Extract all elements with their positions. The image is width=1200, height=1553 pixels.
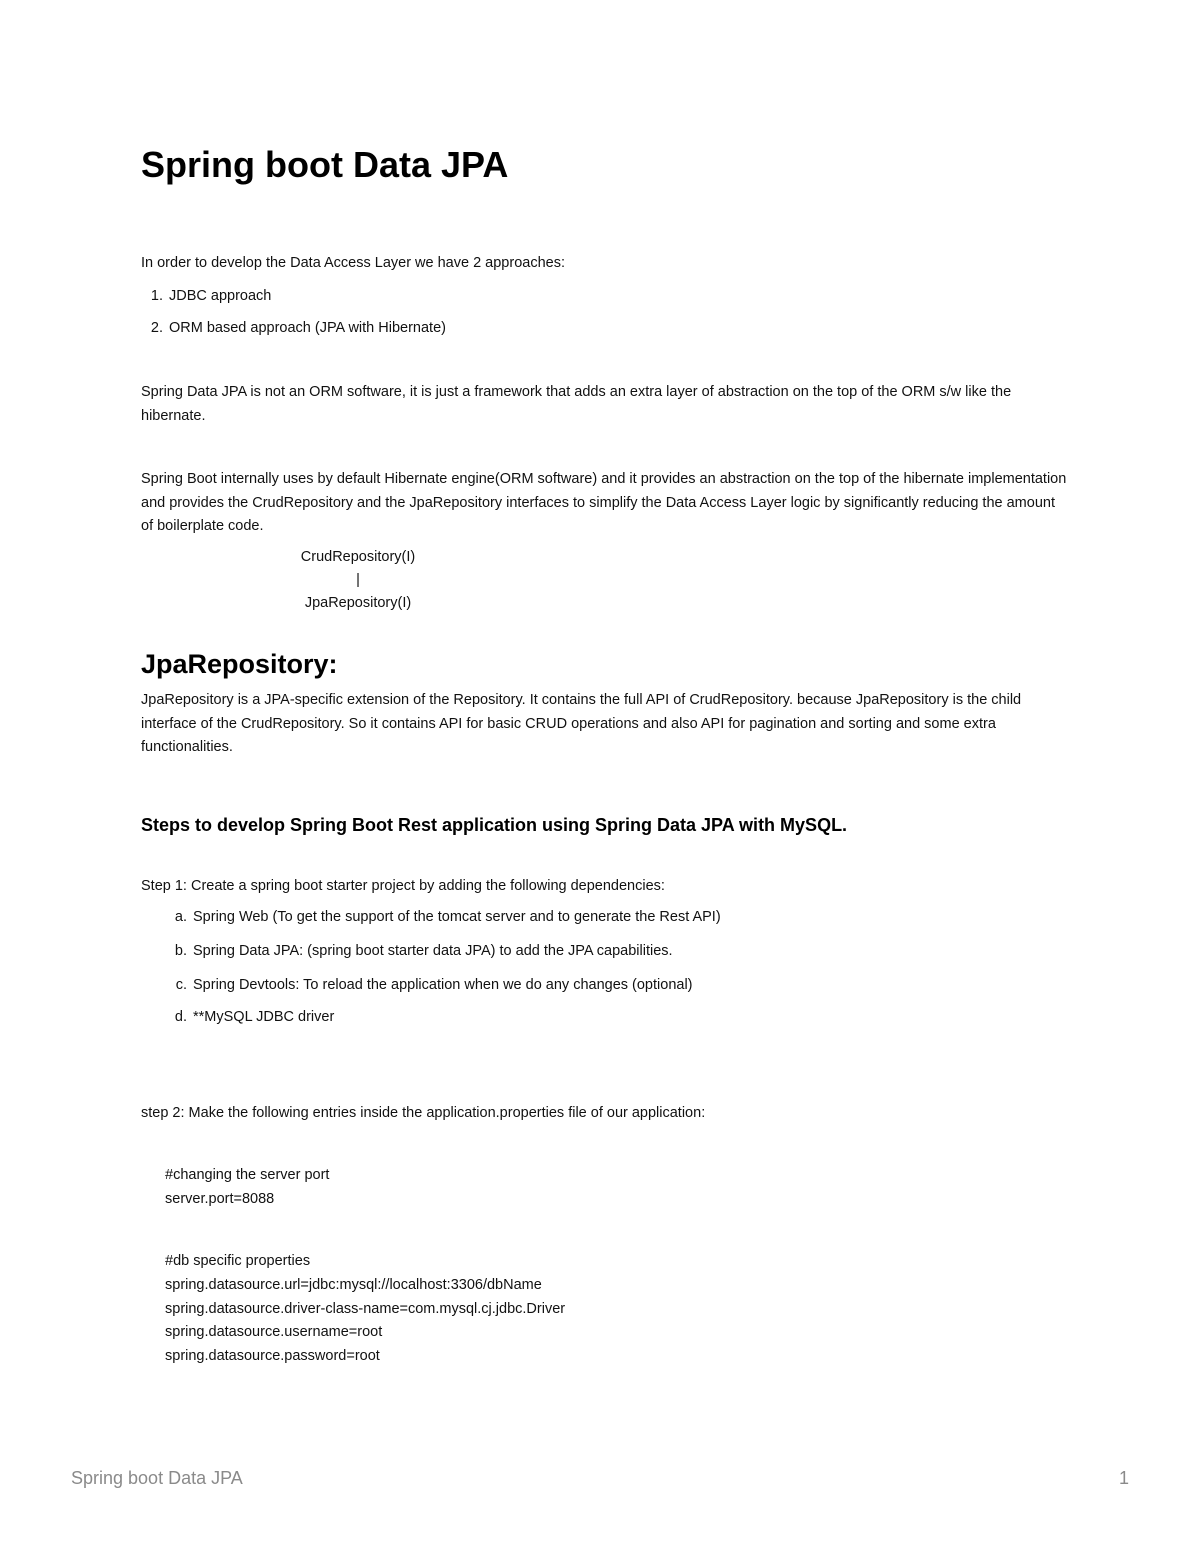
section-heading-steps: Steps to develop Spring Boot Rest application using Spring Data JPA with MySQL.	[141, 815, 848, 835]
diagram-child: JpaRepository(I)	[304, 595, 412, 611]
list-item	[141, 318, 446, 338]
list-item	[141, 286, 271, 306]
list-marker: 1.	[150, 288, 163, 304]
config-line: spring.datasource.driver-class-name=com.mysql.cj.jdbc.Driver	[165, 1301, 566, 1317]
paragraph-spring-boot: Spring Boot internally uses by default Hibernate engine(ORM software) and it provides an abstraction on the top of the hibernate implementation and provides the CrudRepository and the JpaRepository interfaces to simplify the Data Access Layer logic by significantly reducing the amount of boilerplate code.	[141, 471, 1067, 534]
list-marker: a.	[174, 909, 187, 925]
list-item-text: Spring Web (To get the support of the tomcat server and to generate the Rest API)	[193, 909, 721, 925]
section-heading-jparepository: JpaRepository:	[141, 649, 338, 679]
list-item-text: JDBC approach	[169, 288, 272, 304]
config-line: #changing the server port	[165, 1167, 330, 1183]
list-item	[165, 907, 721, 927]
step-1-text: Step 1: Create a spring boot starter project by adding the following dependencies:	[141, 878, 665, 894]
step-2-text: step 2: Make the following entries inside the application.properties file of our application:	[141, 1105, 706, 1121]
config-line: spring.datasource.url=jdbc:mysql://localhost:3306/dbName	[165, 1277, 542, 1293]
list-marker: b.	[174, 943, 187, 959]
diagram-connector: |	[356, 572, 360, 588]
list-item-text: Spring Devtools: To reload the application when we do any changes (optional)	[193, 977, 693, 993]
paragraph-jparepository: JpaRepository is a JPA-specific extension of the Repository. It contains the full API of CrudRepository. because JpaRepository is the child interface of the CrudRepository. So it contains API for basic CRUD operations and also API for pagination and sorting and some extra functionalities.	[141, 692, 1022, 755]
page-number: 1	[1119, 1468, 1130, 1488]
list-item-text: **MySQL JDBC driver	[193, 1009, 335, 1025]
repository-hierarchy-diagram	[285, 546, 431, 615]
config-line: #db specific properties	[165, 1253, 311, 1269]
footer-title: Spring boot Data JPA	[71, 1468, 243, 1488]
config-line: spring.datasource.username=root	[165, 1324, 383, 1340]
list-marker: 2.	[150, 320, 163, 336]
list-item	[165, 941, 673, 961]
list-item	[165, 975, 693, 995]
document-title: Spring boot Data JPA	[141, 144, 509, 185]
list-marker: c.	[175, 977, 187, 993]
list-marker: d.	[174, 1009, 187, 1025]
config-line: spring.datasource.password=root	[165, 1348, 380, 1364]
list-item-text: Spring Data JPA: (spring boot starter data JPA) to add the JPA capabilities.	[193, 943, 673, 959]
list-item	[165, 1007, 334, 1027]
diagram-parent: CrudRepository(I)	[300, 549, 416, 565]
paragraph-spring-data: Spring Data JPA is not an ORM software, it is just a framework that adds an extra layer of abstraction on the top of the ORM s/w like the hibernate.	[141, 384, 1012, 424]
intro-text: In order to develop the Data Access Layer we have 2 approaches:	[141, 255, 565, 271]
list-item-text: ORM based approach (JPA with Hibernate)	[169, 320, 446, 336]
config-line: server.port=8088	[165, 1191, 275, 1207]
